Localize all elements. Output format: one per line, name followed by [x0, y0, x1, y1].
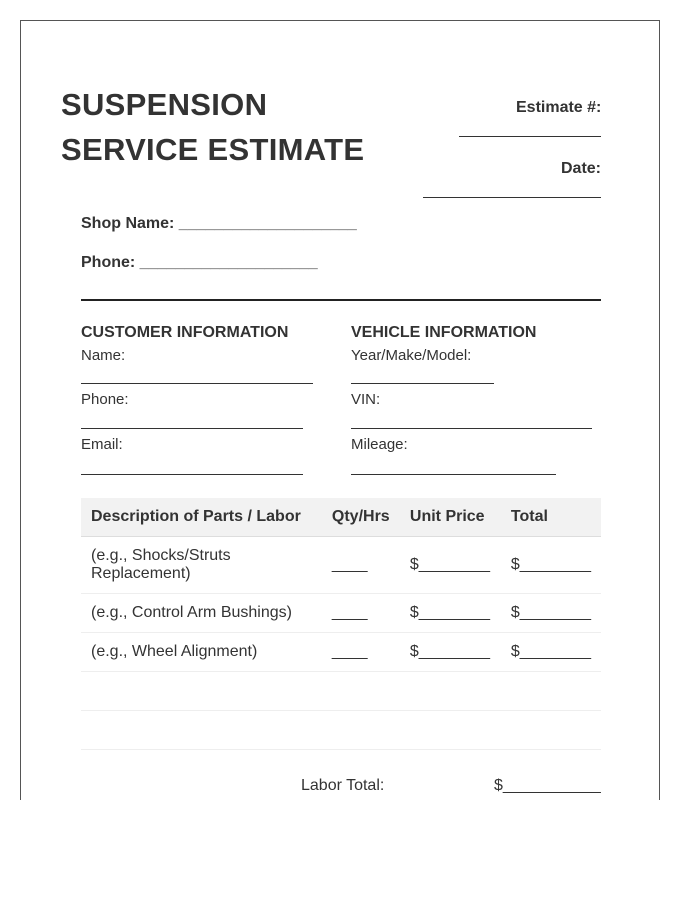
customer-name-label: Name: [81, 347, 126, 364]
header-total: Total [501, 498, 601, 537]
table-row [81, 537, 601, 594]
row-qty[interactable] [322, 711, 400, 750]
row-total[interactable]: $________ [501, 633, 601, 672]
row-qty[interactable]: ____ [322, 633, 400, 672]
document-title [61, 82, 364, 172]
table-row [81, 633, 601, 672]
row-unit-price[interactable] [400, 672, 501, 711]
row-description[interactable] [81, 711, 322, 750]
vehicle-ymm-label: Year/Make/Model: [351, 347, 472, 364]
date-line[interactable] [423, 197, 601, 198]
customer-phone-line[interactable] [81, 428, 303, 429]
vehicle-info-heading: VEHICLE INFORMATION [351, 324, 537, 341]
row-qty[interactable]: ____ [322, 594, 400, 633]
customer-phone-label: Phone: [81, 391, 129, 408]
row-total[interactable]: $________ [501, 537, 601, 594]
estimate-number-label: Estimate #: [516, 99, 602, 116]
row-unit-price[interactable]: $________ [400, 594, 501, 633]
header-unit-price: Unit Price [400, 498, 501, 537]
labor-total-value[interactable]: $___________ [494, 777, 601, 794]
row-description[interactable] [81, 672, 322, 711]
vehicle-vin-label: VIN: [351, 391, 381, 408]
row-total[interactable]: $________ [501, 594, 601, 633]
row-total[interactable] [501, 672, 601, 711]
labor-total-label: Labor Total: [301, 777, 385, 794]
vehicle-mileage-label: Mileage: [351, 436, 408, 453]
customer-info-heading: CUSTOMER INFORMATION [81, 324, 289, 341]
header-description: Description of Parts / Labor [81, 498, 322, 537]
title-line-1: SUSPENSION [61, 87, 268, 122]
table-row [81, 594, 601, 633]
vehicle-ymm-line[interactable] [351, 383, 494, 384]
row-description[interactable]: (e.g., Control Arm Bushings) [81, 594, 322, 633]
table-row [81, 672, 601, 711]
row-total[interactable] [501, 711, 601, 750]
row-unit-price[interactable]: $________ [400, 633, 501, 672]
row-description[interactable]: (e.g., Shocks/Struts Replacement) [81, 537, 322, 594]
row-qty[interactable] [322, 672, 400, 711]
row-unit-price[interactable]: $________ [400, 537, 501, 594]
customer-email-line[interactable] [81, 474, 303, 475]
table-row [81, 711, 601, 750]
row-description[interactable]: (e.g., Wheel Alignment) [81, 633, 322, 672]
section-divider [81, 299, 601, 301]
header-qty: Qty/Hrs [322, 498, 400, 537]
table-header-row [81, 498, 601, 537]
parts-labor-table [81, 498, 601, 750]
title-line-2: SERVICE ESTIMATE [61, 132, 365, 167]
row-unit-price[interactable] [400, 711, 501, 750]
customer-email-label: Email: [81, 436, 123, 453]
customer-name-line[interactable] [81, 383, 313, 384]
shop-phone-field[interactable]: Phone: ____________________ [81, 254, 318, 271]
estimate-number-line[interactable] [459, 136, 601, 137]
vehicle-mileage-line[interactable] [351, 474, 556, 475]
row-qty[interactable]: ____ [322, 537, 400, 594]
date-label: Date: [561, 160, 602, 177]
shop-name-field[interactable]: Shop Name: ____________________ [81, 215, 357, 232]
vehicle-vin-line[interactable] [351, 428, 592, 429]
